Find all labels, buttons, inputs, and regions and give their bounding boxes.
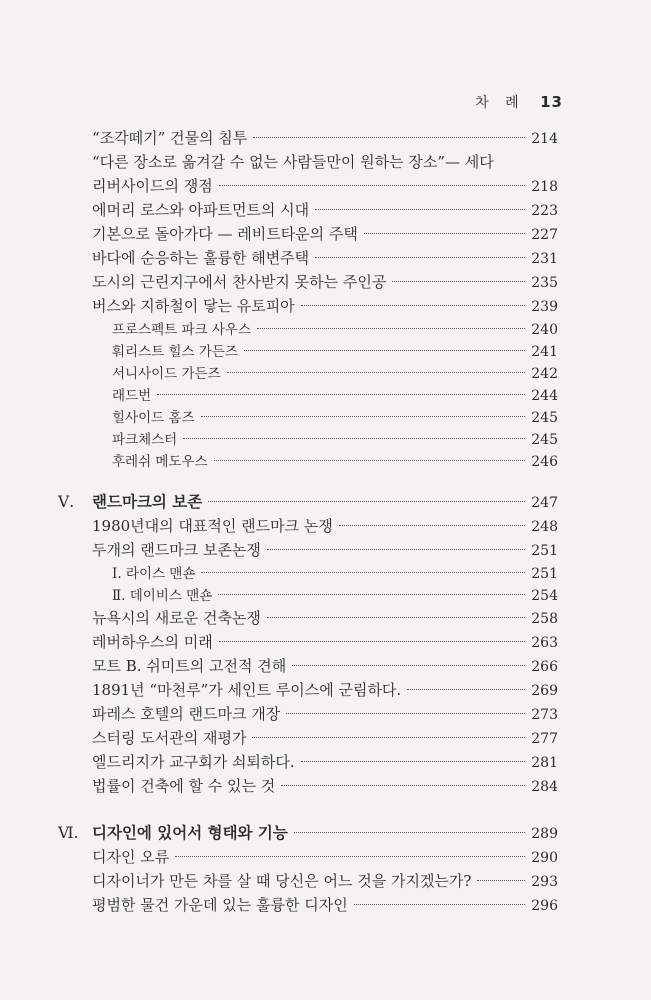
- toc-entry-title: 훠리스트 힐스 가든즈: [112, 344, 238, 360]
- toc-entry-title: 엘드리지가 교구회가 쇠퇴하다.: [92, 753, 295, 771]
- toc-entry: [92, 728, 558, 749]
- toc-entry-page: 296: [531, 898, 558, 914]
- toc-entry-title: 래드번: [112, 388, 152, 404]
- toc-entry-title: 두개의 랜드마크 보존논쟁: [92, 541, 261, 559]
- toc-entry: [92, 776, 558, 797]
- toc-entry-title: “조각떼기” 건물의 침투: [92, 129, 248, 147]
- toc-subentry: [112, 364, 558, 384]
- dot-leader: [477, 880, 525, 881]
- toc-entry: [92, 516, 558, 537]
- toc-entry-title: 모트 B. 쉬미트의 고전적 견해: [92, 657, 287, 675]
- dot-leader: [252, 737, 525, 738]
- toc-entry-page: 251: [531, 566, 558, 582]
- toc-entry: [92, 608, 558, 629]
- dot-leader: [364, 233, 525, 234]
- dot-leader: [339, 525, 525, 526]
- section-numeral: Ⅵ.: [58, 824, 79, 842]
- toc-entry-page: 258: [531, 611, 558, 627]
- toc-entry: [92, 200, 558, 221]
- toc-entry-title: 바다에 순응하는 훌륭한 해변주택: [92, 249, 310, 267]
- toc-entry-page: 281: [531, 755, 558, 771]
- toc-entry: [92, 704, 558, 725]
- toc-entry-page: 284: [531, 779, 558, 795]
- toc-section-heading: [58, 492, 558, 513]
- toc-entry-page: 227: [531, 227, 558, 243]
- dot-leader: [227, 372, 526, 373]
- dot-leader: [208, 501, 525, 502]
- toc-section-title: 랜드마크의 보존: [92, 493, 203, 511]
- dot-leader: [267, 617, 525, 618]
- toc-subentry: [112, 386, 558, 406]
- toc-entry-title: 프로스펙트 파크 사우스: [112, 322, 251, 338]
- toc-entry-page: 263: [531, 635, 558, 651]
- toc-subentry: [112, 586, 558, 606]
- dot-leader: [294, 832, 525, 833]
- dot-leader: [244, 350, 525, 351]
- toc-entry-title: 파크체스터: [112, 432, 178, 448]
- toc-entry: [92, 871, 558, 892]
- toc-subentry: [112, 320, 558, 340]
- toc-entry: [92, 296, 558, 317]
- toc-entry-page: 245: [531, 432, 558, 448]
- toc-entry: [92, 128, 558, 149]
- toc-entry-page: 289: [531, 826, 558, 842]
- toc-entry-page: 290: [531, 850, 558, 866]
- toc-entry-page: 247: [531, 495, 558, 511]
- dot-leader: [201, 572, 525, 573]
- dot-leader: [218, 594, 525, 595]
- toc-entry-title: 평범한 물건 가운데 있는 훌륭한 디자인: [92, 896, 348, 914]
- toc-section-heading: [58, 823, 558, 844]
- toc-entry-title: Ⅰ. 라이스 맨숀: [112, 566, 196, 582]
- dot-leader: [253, 137, 525, 138]
- dot-leader: [354, 904, 526, 905]
- toc-entry: [92, 632, 558, 653]
- dot-leader: [214, 460, 526, 461]
- toc-entry-page: 266: [531, 659, 558, 675]
- toc-entry-page: 239: [531, 299, 558, 315]
- toc-entry-title: 도시의 근린지구에서 찬사받지 못하는 주인공: [92, 273, 387, 291]
- dot-leader: [175, 856, 525, 857]
- toc-entry: [92, 895, 558, 916]
- header-title: 차 례: [475, 95, 525, 111]
- toc-entry-title: 리버사이드의 쟁점: [92, 177, 213, 195]
- toc-entry-page: 214: [531, 131, 558, 147]
- toc-entry-title: 에머리 로스와 아파트먼트의 시대: [92, 201, 310, 219]
- header-page-number: 13: [540, 93, 563, 111]
- dot-leader: [301, 305, 526, 306]
- toc-entry-title: 힐사이드 홈즈: [112, 410, 195, 426]
- toc-entry-page: 269: [531, 683, 558, 699]
- section-numeral: Ⅴ.: [58, 493, 75, 511]
- toc-entry: [92, 248, 558, 269]
- toc-entry-page: 241: [531, 344, 558, 360]
- toc-entry-title: 스터링 도서관의 재평가: [92, 729, 247, 747]
- toc-entry-page: 244: [531, 388, 558, 404]
- toc-entry-title: 법률이 건축에 할 수 있는 것: [92, 777, 276, 795]
- toc-entry-page: 251: [531, 543, 558, 559]
- toc-entry-page: 223: [531, 203, 558, 219]
- toc-entry: [92, 656, 558, 677]
- dot-leader: [315, 257, 525, 258]
- toc-entry-page: 246: [531, 454, 558, 470]
- dot-leader: [407, 689, 525, 690]
- toc-entry-page: 254: [531, 588, 558, 604]
- toc-entry: [92, 752, 558, 773]
- toc-section-title: 디자인에 있어서 형태와 기능: [92, 824, 288, 842]
- toc-entry-page: 245: [531, 410, 558, 426]
- toc-entry-title: 파레스 호텔의 랜드마크 개장: [92, 705, 281, 723]
- toc-entry-title: “다른 장소로 옮겨갈 수 없는 사람들만이 원하는 장소”— 세다: [92, 153, 494, 171]
- toc-entry-title: 디자이너가 만든 차를 살 때 당신은 어느 것을 가지겠는가?: [92, 872, 472, 890]
- toc-entry: [92, 540, 558, 561]
- toc-entry: [92, 272, 558, 293]
- dot-leader: [286, 713, 525, 714]
- toc-entry: [92, 224, 558, 245]
- toc-entry-title: 서니사이드 가든즈: [112, 366, 221, 382]
- toc-subentry: [112, 430, 558, 450]
- dot-leader: [219, 185, 526, 186]
- toc-subentry: [112, 564, 558, 584]
- toc-entry-page: 293: [531, 874, 558, 890]
- toc-entry: [92, 152, 558, 172]
- dot-leader: [157, 394, 525, 395]
- toc-entry-title: 디자인 오류: [92, 848, 170, 866]
- toc-subentry: [112, 342, 558, 362]
- toc-subentry: [112, 452, 558, 472]
- dot-leader: [315, 209, 525, 210]
- toc-entry-title: 뉴욕시의 새로운 건축논쟁: [92, 609, 261, 627]
- dot-leader: [257, 328, 525, 329]
- dot-leader: [392, 281, 525, 282]
- toc-entry-title: 1891년 “마천루”가 세인트 루이스에 군림하다.: [92, 681, 402, 699]
- toc-entry-page: 277: [531, 731, 558, 747]
- toc-entry: [92, 680, 558, 701]
- toc-entry: [92, 176, 558, 197]
- toc-entry-page: 242: [531, 366, 558, 382]
- toc-entry-page: 240: [531, 322, 558, 338]
- dot-leader: [267, 549, 525, 550]
- dot-leader: [301, 761, 526, 762]
- dot-leader: [292, 665, 525, 666]
- toc-entry-title: 1980년대의 대표적인 랜드마크 논쟁: [92, 517, 333, 535]
- toc-subentry: [112, 408, 558, 428]
- dot-leader: [281, 785, 525, 786]
- dot-leader: [219, 641, 526, 642]
- toc-entry-page: 248: [531, 519, 558, 535]
- toc-entry-page: 273: [531, 707, 558, 723]
- toc-entry-title: 레버하우스의 미래: [92, 633, 213, 651]
- dot-leader: [183, 438, 525, 439]
- toc-entry-title: 후레쉬 메도우스: [112, 454, 208, 470]
- toc-entry-page: 231: [531, 251, 558, 267]
- dot-leader: [201, 416, 526, 417]
- toc-entry-page: 218: [531, 179, 558, 195]
- toc-entry-title: 버스와 지하철이 닿는 유토피아: [92, 297, 295, 315]
- toc-entry: [92, 847, 558, 868]
- toc-entry-title: 기본으로 돌아가다 — 레비트타운의 주택: [92, 225, 358, 243]
- toc-entry-page: 235: [531, 275, 558, 291]
- running-header: [475, 92, 563, 112]
- toc-entry-title: Ⅱ. 데이비스 맨숀: [112, 588, 213, 604]
